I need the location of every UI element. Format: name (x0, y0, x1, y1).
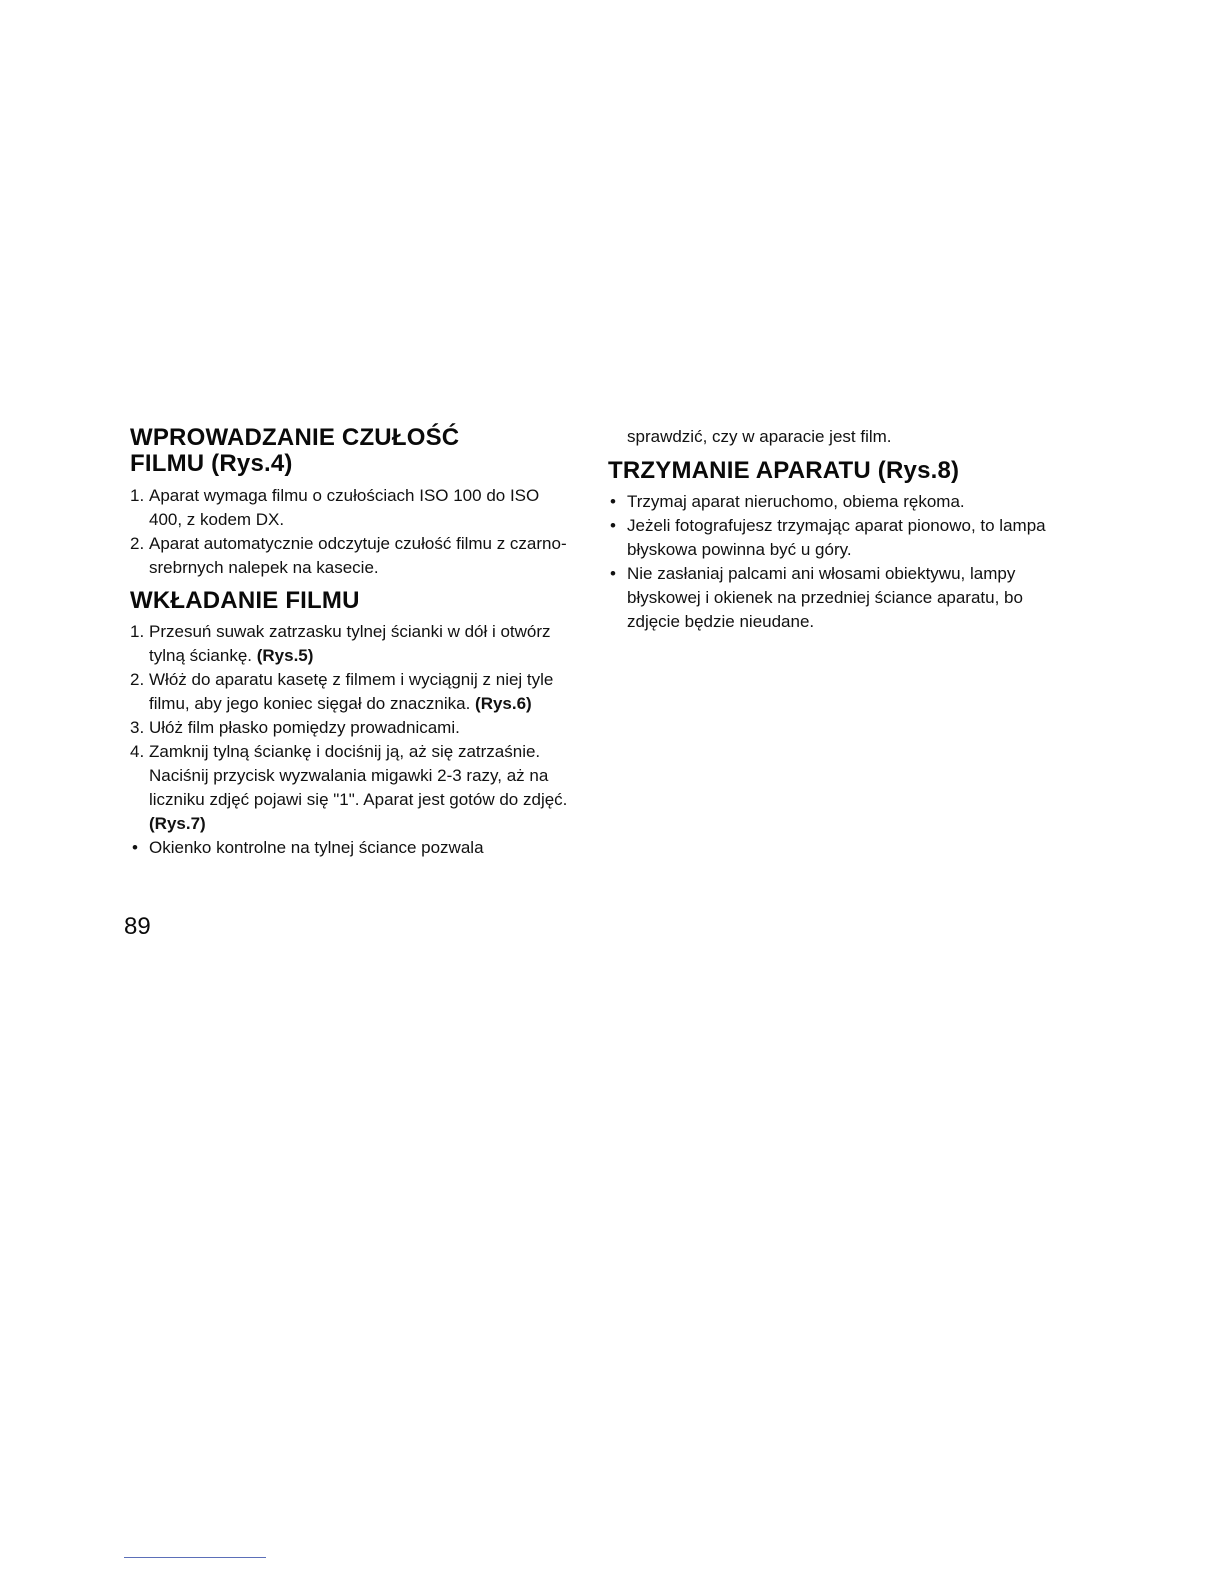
list-item (130, 740, 570, 836)
section-title-film-speed (130, 425, 570, 477)
figure-reference: (Rys.6) (475, 694, 532, 713)
figure-reference: (Rys.5) (256, 646, 314, 665)
left-column (130, 425, 570, 860)
list-number: 2. (130, 670, 145, 689)
list-item-text: Aparat automatycznie odczytuje czułość filmu z czarno-srebrnych nalepek na kasecie. (149, 534, 567, 577)
bullet-item-text: Nie zasłaniaj palcami ani włosami obiektywu, lampy błyskowej i okienek na przedniej ściance aparatu, bo zdjęcie będzie nieudane. (627, 564, 1023, 631)
bullet-item-text: Okienko kontrolne na tylnej ściance pozwala (149, 838, 484, 857)
bullet-item (608, 514, 1048, 562)
list-item-text: Aparat wymaga filmu o czułościach ISO 100 do ISO 400, z kodem DX. (149, 486, 540, 529)
section-title-line-1: WPROWADZANIE CZUŁOŚĆ (130, 424, 460, 451)
list-number: 1. (130, 486, 145, 505)
section-title-line-2: FILMU (Rys.4) (130, 450, 293, 477)
page-number: 89 (124, 913, 151, 940)
section-title-holding-camera: TRZYMANIE APARATU (Rys.8) (608, 457, 960, 484)
loading-film-list (130, 620, 570, 860)
bullet-marker: • (610, 492, 616, 511)
list-item (130, 668, 570, 716)
list-item (130, 532, 570, 580)
footer-rule (124, 1557, 266, 1558)
bullet-marker: • (132, 838, 138, 857)
bullet-item (608, 562, 1048, 634)
bullet-marker: • (610, 564, 616, 583)
bullet-marker: • (610, 516, 616, 535)
list-item-text: Ułóż film płasko pomiędzy prowadnicami. (149, 718, 460, 737)
list-item (130, 484, 570, 532)
list-item-text: Przesuń suwak zatrzasku tylnej ścianki w dół i otwórz tylną ściankę. (149, 622, 551, 665)
list-item (130, 620, 570, 668)
continued-text: sprawdzić, czy w aparacie jest film. (627, 427, 892, 446)
bullet-item (130, 836, 570, 860)
bullet-item (608, 490, 1048, 514)
list-number: 1. (130, 622, 145, 641)
list-number: 2. (130, 534, 145, 553)
figure-reference: (Rys.7) (149, 814, 206, 833)
right-column (608, 425, 1048, 634)
film-speed-list (130, 484, 570, 580)
holding-camera-list (608, 490, 1048, 634)
list-item-text: Włóż do aparatu kasetę z filmem i wyciągnij z niej tyle filmu, aby jego koniec sięgał do znacznika. (149, 670, 554, 713)
list-item-text: Zamknij tylną ściankę i dociśnij ją, aż się zatrzaśnie. Naciśnij przycisk wyzwalania migawki 2-3 razy, aż na liczniku zdjęć pojawi się "1". Aparat jest gotów do zdjęć. (149, 742, 568, 809)
list-number: 3. (130, 718, 145, 737)
section-title-loading-film: WKŁADANIE FILMU (130, 587, 360, 614)
bullet-item-text: Jeżeli fotografujesz trzymając aparat pionowo, to lampa błyskowa powinna być u góry. (627, 516, 1046, 559)
list-item (130, 716, 570, 740)
list-number: 4. (130, 742, 145, 761)
bullet-item-text: Trzymaj aparat nieruchomo, obiema rękoma. (627, 492, 965, 511)
